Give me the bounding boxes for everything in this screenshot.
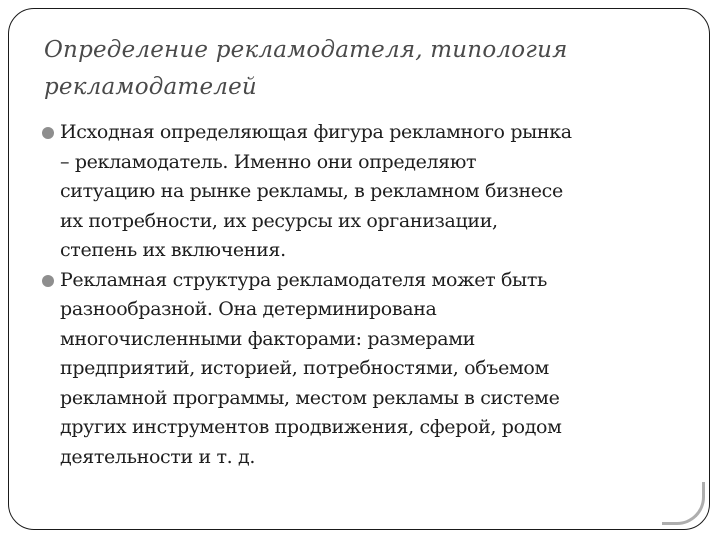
bullet-line: их потребности, их ресурсы их организации,	[60, 209, 498, 232]
bullet-line: степень их включения.	[60, 239, 286, 261]
bullet-line: других инструментов продвижения, сферой, родом	[60, 416, 562, 438]
bullet-item-advertiser-definition	[40, 118, 688, 266]
slide-title	[44, 32, 684, 106]
bullet-line: деятельности и т. д.	[60, 445, 256, 468]
bullet-dot-icon	[42, 127, 54, 139]
bullet-dot-icon	[42, 275, 54, 287]
bullet-line: – рекламодатель. Именно они определяют	[60, 150, 477, 173]
bullet-line: рекламной программы, местом рекламы в системе	[60, 386, 560, 409]
bullet-line: предприятий, историей, потребностями, объемом	[60, 357, 549, 379]
bullet-line: многочисленными факторами: размерами	[60, 327, 475, 350]
bullet-list	[40, 118, 688, 472]
bullet-item-advertiser-structure	[40, 266, 688, 473]
bullet-line: Рекламная структура рекламодателя может быть	[60, 268, 547, 291]
slide-title-line-1: Определение рекламодателя, типология	[44, 37, 568, 63]
bullet-line: Исходная определяющая фигура рекламного рынка	[60, 121, 572, 143]
slide-title-line-2: рекламодателей	[44, 74, 257, 100]
bullet-line: ситуацию на рынке рекламы, в рекламном бизнесе	[60, 180, 563, 202]
frame-shadow-corner	[662, 482, 705, 525]
bullet-line: разнообразной. Она детерминирована	[60, 298, 437, 320]
